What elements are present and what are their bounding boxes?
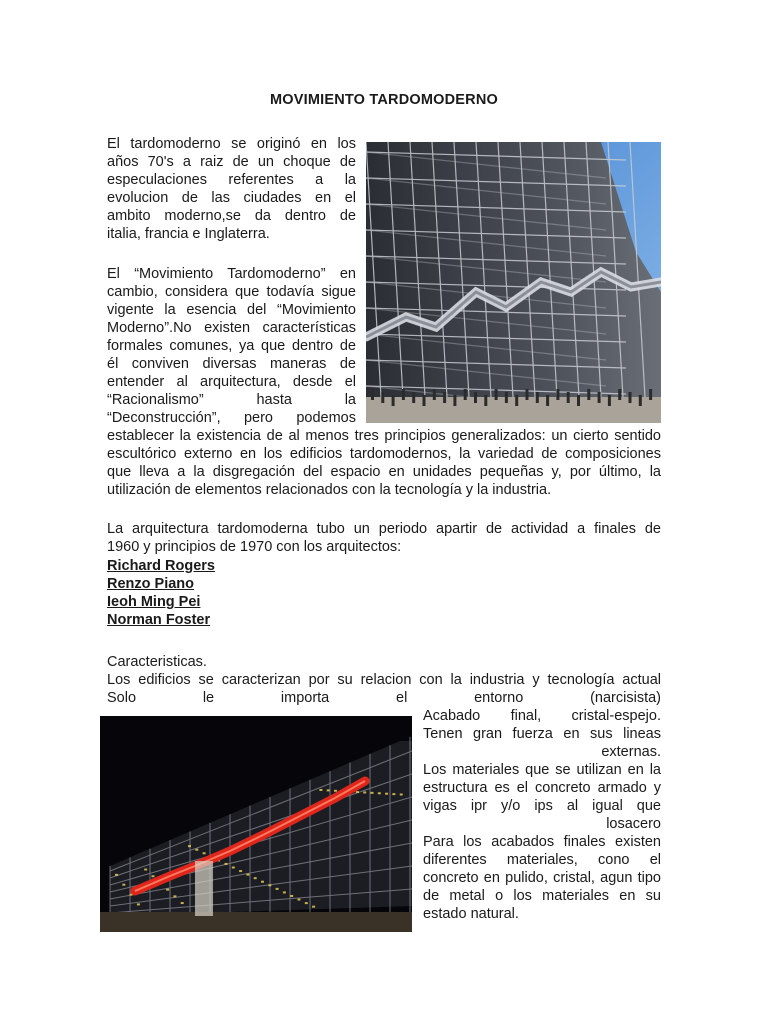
text-line: escultórico externo en los edificios tardomodernos, la variedad de composiciones: [107, 446, 661, 462]
text-line: Para los acabados finales existen: [423, 834, 661, 850]
text-line: estado natural.: [423, 906, 519, 922]
text-line: El “Movimiento Tardomoderno” en: [107, 266, 356, 282]
text-line: “Racionalismo” hasta la: [107, 392, 356, 408]
text-line: Acabado final, cristal-espejo.: [423, 708, 661, 724]
text-line: Solo le importa el entorno (narcisista): [107, 690, 661, 706]
text-line: vigas ipr y/o ips al igual que: [423, 798, 661, 814]
movement-paragraph-wide: [107, 427, 661, 499]
architects-list: [107, 557, 215, 629]
architect-item: Norman Foster: [107, 612, 211, 628]
text-line: Moderno”.No existen características: [107, 320, 356, 336]
period-paragraph: [107, 520, 661, 556]
text-line: vigente la esencia del “Movimiento: [107, 302, 356, 318]
text-line: cambio, considera que todavía sigue: [107, 284, 356, 300]
text-line: evolucion de las ciudades en el: [107, 190, 356, 206]
movement-paragraph-narrow: [107, 265, 356, 427]
text-line: italia, francia e Inglaterra.: [107, 226, 270, 242]
text-line: externas.: [601, 744, 661, 760]
characteristics-heading: Caracteristicas.: [107, 654, 207, 670]
text-line: El tardomoderno se originó en los: [107, 136, 356, 152]
text-line: 1960 y principios de 1970 con los arquitectos:: [107, 539, 402, 555]
text-line: “Deconstrucción”, pero podemos: [107, 410, 356, 426]
text-line: entender al arquitectura, desde el: [107, 374, 356, 390]
text-line: establecer la existencia de al menos tres principios generalizados: un cierto sentido: [107, 428, 661, 444]
characteristics-intro: [107, 671, 661, 707]
architect-item: Ieoh Ming Pei: [107, 594, 201, 610]
text-line: losacero: [606, 816, 661, 832]
intro-paragraph: [107, 135, 356, 243]
text-line: estructura es el concreto armado y: [423, 780, 661, 796]
characteristics-details: [423, 707, 661, 923]
text-line: Tenen gran fuerza en sus lineas: [423, 726, 661, 742]
text-line: que lleva a la disgregación del espacio en unidades pequeñas y, por último, la: [107, 464, 661, 480]
text-line: utilización de elementos relacionados con la tecnología y la industria.: [107, 482, 552, 498]
text-line: Los materiales que se utilizan en la: [423, 762, 661, 778]
page-title: MOVIMIENTO TARDOMODERNO: [269, 92, 498, 108]
pompidou-day-photo: [366, 142, 661, 423]
text-line: Los edificios se caracterizan por su relacion con la industria y tecnología actual: [107, 672, 661, 688]
text-line: diferentes materiales, cono el: [423, 852, 661, 868]
text-line: especulaciones referentes a la: [107, 172, 356, 188]
text-line: él conviven diversas maneras de: [107, 356, 356, 372]
text-line: ambito moderno,se da dentro de: [107, 208, 356, 224]
architect-item: Renzo Piano: [107, 576, 195, 592]
text-line: de metal o los materiales en su: [423, 888, 661, 904]
text-line: formales comunes, ya que dentro de: [107, 338, 356, 354]
architect-item: Richard Rogers: [107, 558, 215, 574]
text-line: concreto en pulido, cristal, agun tipo: [423, 870, 661, 886]
text-line: La arquitectura tardomoderna tubo un periodo apartir de actividad a finales de: [107, 521, 661, 537]
text-line: años 70's a raiz de un choque de: [107, 154, 356, 170]
pompidou-night-photo: [100, 716, 412, 932]
